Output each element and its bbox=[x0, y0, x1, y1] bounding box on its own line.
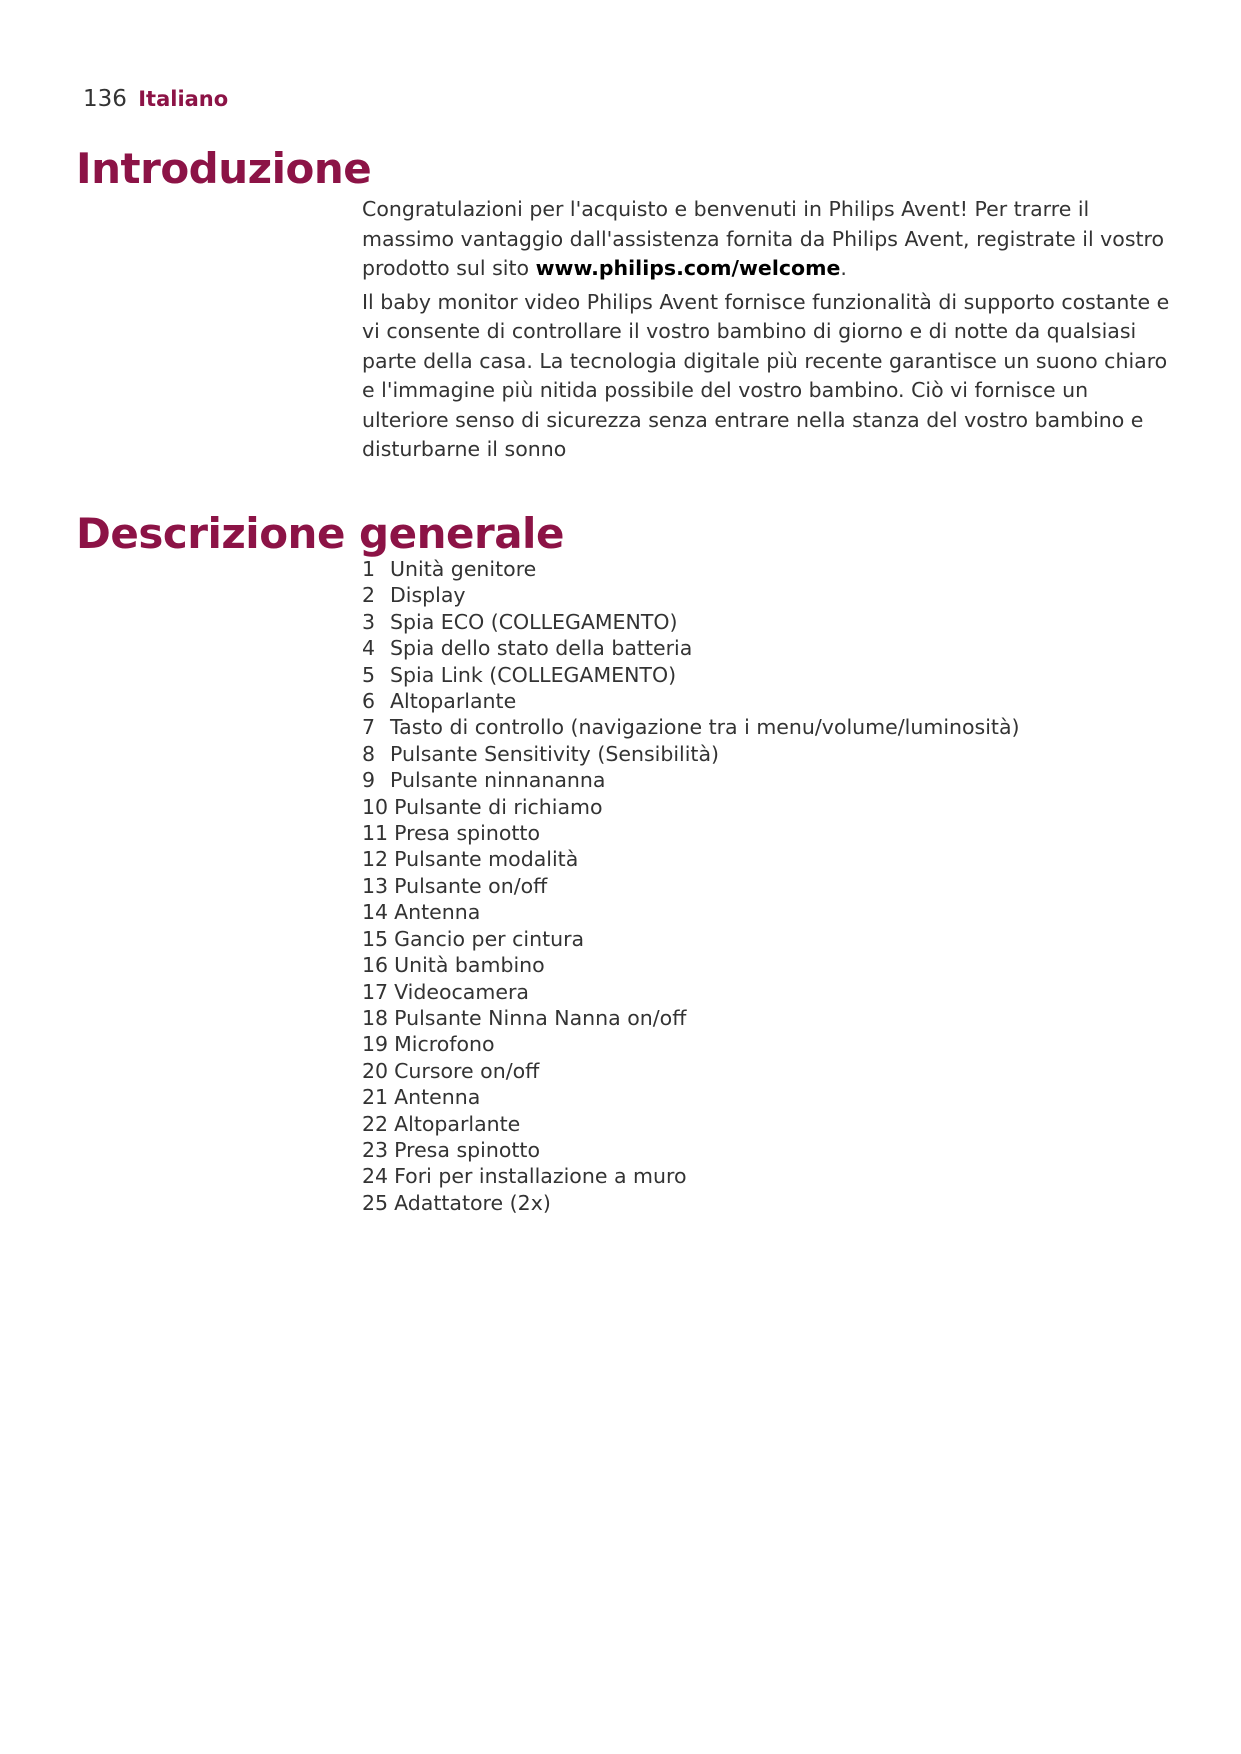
list-item-number: 5 bbox=[362, 662, 376, 687]
list-item-number: 22 bbox=[362, 1111, 389, 1136]
list-item bbox=[362, 926, 1020, 952]
parts-list bbox=[362, 556, 1020, 1216]
list-item-label: Unità genitore bbox=[390, 557, 537, 581]
introduction-paragraph-1-end: . bbox=[840, 256, 847, 280]
list-item-label: Fori per installazione a muro bbox=[394, 1164, 687, 1189]
list-item-number: 19 bbox=[362, 1032, 389, 1057]
list-item-number: 20 bbox=[362, 1058, 389, 1083]
list-item-number: 14 bbox=[362, 900, 389, 925]
list-item-number: 24 bbox=[362, 1164, 389, 1189]
list-item-label: Display bbox=[390, 583, 466, 608]
list-item-label: Antenna bbox=[394, 900, 481, 925]
list-item bbox=[362, 635, 1020, 661]
list-item-number: 15 bbox=[362, 926, 389, 951]
list-item-number: 4 bbox=[362, 636, 376, 661]
list-item bbox=[362, 582, 1020, 608]
introduction-paragraph-2: Il baby monitor video Philips Avent fornisce funzionalità di supporto costante e vi consente di controllare il vostro bambino di giorno e di notte da qualsiasi parte della casa. La tecnologia digitale più recente garantisce un suono chiaro e l'immagine più nitida possibile del vostro bambino. Ciò vi fornisce un ulteriore senso di sicurezza senza entrare nella stanza del vostro bambino e disturbarne il sonno bbox=[362, 289, 1170, 461]
list-item-number: 12 bbox=[362, 847, 389, 872]
list-item-number: 21 bbox=[362, 1085, 389, 1110]
list-item-number: 13 bbox=[362, 873, 389, 898]
list-item bbox=[362, 741, 1020, 767]
list-item-label: Presa spinotto bbox=[394, 821, 540, 846]
list-item-number: 11 bbox=[362, 821, 389, 846]
list-item-label: Unità bambino bbox=[394, 953, 545, 978]
list-item-number: 17 bbox=[362, 979, 389, 1004]
list-item bbox=[362, 688, 1020, 714]
list-item-label: Adattatore (2x) bbox=[394, 1190, 551, 1215]
list-item-number: 1 bbox=[362, 557, 376, 581]
list-item-label: Pulsante ninnananna bbox=[390, 768, 606, 793]
list-item-number: 16 bbox=[362, 953, 389, 978]
list-item-label: Pulsante modalità bbox=[394, 847, 579, 872]
list-item-number: 9 bbox=[362, 768, 376, 793]
list-item-number: 8 bbox=[362, 741, 376, 766]
list-item bbox=[362, 979, 1020, 1005]
list-item-label: Videocamera bbox=[394, 979, 529, 1004]
list-item bbox=[362, 873, 1020, 899]
list-item-label: Spia ECO (COLLEGAMENTO) bbox=[390, 609, 678, 634]
list-item-number: 3 bbox=[362, 609, 376, 634]
introduction-body bbox=[362, 195, 1172, 469]
list-item bbox=[362, 899, 1020, 925]
list-item bbox=[362, 794, 1020, 820]
page-number: 136 bbox=[83, 86, 127, 112]
section-title-introduction: Introduzione bbox=[76, 144, 372, 193]
list-item bbox=[362, 820, 1020, 846]
list-item bbox=[362, 1190, 1020, 1216]
list-item bbox=[362, 1137, 1020, 1163]
list-item-label: Pulsante di richiamo bbox=[394, 794, 603, 819]
list-item-label: Spia Link (COLLEGAMENTO) bbox=[390, 662, 677, 687]
list-item-label: Presa spinotto bbox=[394, 1137, 540, 1162]
list-item bbox=[362, 1005, 1020, 1031]
list-item bbox=[362, 1111, 1020, 1137]
list-item-number: 2 bbox=[362, 583, 376, 608]
list-item-label: Spia dello stato della batteria bbox=[390, 636, 693, 661]
list-item bbox=[362, 556, 1020, 582]
list-item bbox=[362, 1031, 1020, 1057]
list-item-label: Microfono bbox=[394, 1032, 495, 1057]
list-item bbox=[362, 846, 1020, 872]
list-item bbox=[362, 1084, 1020, 1110]
registration-url: www.philips.com/welcome bbox=[535, 256, 841, 280]
list-item bbox=[362, 1163, 1020, 1189]
list-item-number: 7 bbox=[362, 715, 376, 740]
list-item bbox=[362, 662, 1020, 688]
list-item-label: Pulsante on/off bbox=[394, 873, 548, 898]
list-item-number: 10 bbox=[362, 794, 389, 819]
list-item-label: Gancio per cintura bbox=[394, 926, 585, 951]
list-item-label: Cursore on/off bbox=[394, 1058, 540, 1083]
list-item-label: Altoparlante bbox=[390, 689, 517, 714]
list-item-label: Pulsante Ninna Nanna on/off bbox=[394, 1005, 687, 1030]
list-item-number: 23 bbox=[362, 1137, 389, 1162]
page-language: Italiano bbox=[138, 87, 229, 111]
list-item-number: 18 bbox=[362, 1005, 389, 1030]
list-item-number: 25 bbox=[362, 1190, 389, 1215]
list-item bbox=[362, 952, 1020, 978]
introduction-paragraph-1 bbox=[362, 195, 1172, 284]
list-item-label: Tasto di controllo (navigazione tra i menu/volume/luminosità) bbox=[390, 715, 1020, 740]
list-item bbox=[362, 609, 1020, 635]
list-item-number: 6 bbox=[362, 689, 376, 714]
list-item bbox=[362, 714, 1020, 740]
list-item-label: Antenna bbox=[394, 1085, 481, 1110]
list-item-label: Pulsante Sensitivity (Sensibilità) bbox=[390, 741, 720, 766]
page-header bbox=[83, 84, 228, 114]
list-item bbox=[362, 1058, 1020, 1084]
introduction-paragraph-1-text: Congratulazioni per l'acquisto e benvenuti in Philips Avent! Per trarre il massimo vantaggio dall'assistenza fornita da Philips Avent, registrate il vostro prodotto sul sito bbox=[362, 197, 1165, 280]
list-item-label: Altoparlante bbox=[394, 1111, 521, 1136]
list-item bbox=[362, 767, 1020, 793]
section-title-overview: Descrizione generale bbox=[76, 509, 564, 558]
